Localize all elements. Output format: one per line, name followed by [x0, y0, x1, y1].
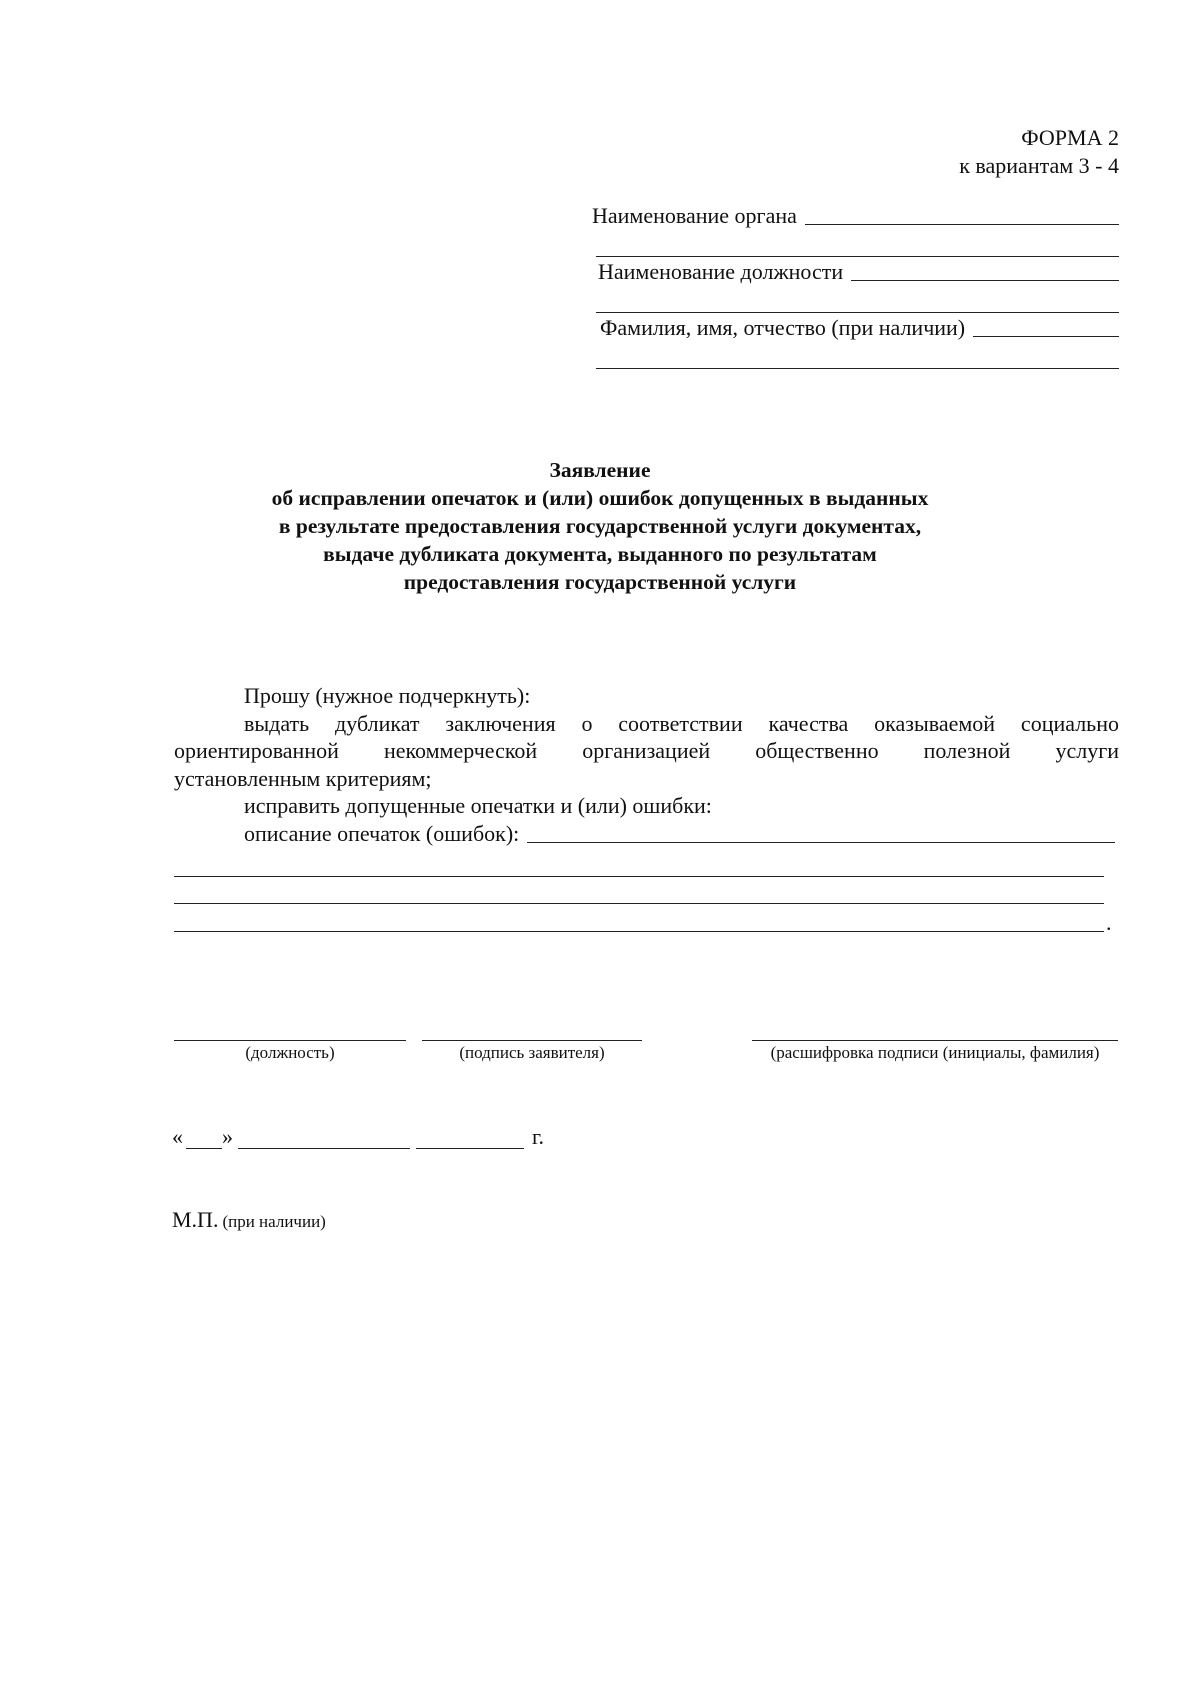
option-correct-errors[interactable]: исправить допущенные опечатки и (или) ошибки:: [244, 793, 712, 818]
title-line-5: предоставления государственной услуги: [403, 570, 797, 594]
signature-caption: (подпись заявителя): [459, 1043, 605, 1062]
errors-line-4[interactable]: [174, 931, 1104, 932]
fio-input-line[interactable]: [973, 336, 1119, 337]
fio-label: Фамилия, имя, отчество (при наличии): [600, 315, 966, 340]
title-line-3: в результате предоставления государственной услуги документах,: [278, 514, 922, 538]
fio-continuation-line[interactable]: [596, 368, 1119, 369]
date-open-quote: «: [172, 1124, 183, 1149]
date-close-quote: »: [222, 1124, 233, 1149]
date-day-line[interactable]: [186, 1148, 222, 1149]
signature-decoding-line[interactable]: [752, 1040, 1118, 1041]
position-caption: (должность): [245, 1043, 335, 1062]
errors-description-label: описание опечаток (ошибок):: [244, 820, 520, 846]
errors-line-3[interactable]: [174, 903, 1104, 904]
option-duplicate-line-2: ориентированной некоммерческой организацией общественно полезной услуги: [174, 738, 1119, 763]
decoding-caption: (расшифровка подписи (инициалы, фамилия): [770, 1043, 1100, 1062]
option-duplicate-line-1[interactable]: выдать дубликат заключения о соответствии качества оказываемой социально: [244, 710, 1119, 736]
organ-name-field[interactable]: [592, 203, 1119, 229]
title-line-4: выдаче дубликата документа, выданного по результатам: [323, 542, 877, 566]
position-input-line[interactable]: [851, 280, 1119, 281]
form-title: ФОРМА 2: [1021, 125, 1119, 150]
title-line-1: Заявление: [549, 458, 651, 482]
organ-name-label: Наименование органа: [592, 203, 797, 228]
option-duplicate-line-3: установленным критериям;: [174, 765, 432, 791]
date-month-line[interactable]: [238, 1148, 410, 1149]
position-continuation-line[interactable]: [596, 312, 1119, 313]
position-label: Наименование должности: [598, 259, 844, 284]
errors-description-input-line[interactable]: [527, 842, 1115, 843]
errors-line-2[interactable]: [174, 876, 1104, 877]
organ-name-input-line[interactable]: [805, 224, 1119, 225]
stamp-label: М.П.: [172, 1207, 219, 1232]
form-subtitle: к вариантам 3 - 4: [959, 153, 1119, 178]
date-year-suffix: г.: [532, 1124, 545, 1149]
fio-field[interactable]: [600, 315, 1119, 341]
applicant-signature-line[interactable]: [422, 1040, 642, 1041]
position-field[interactable]: [598, 259, 1119, 285]
title-line-2: об исправлении опечаток и (или) ошибок допущенных в выданных: [271, 486, 929, 510]
date-year-line[interactable]: [416, 1148, 524, 1149]
position-signature-line[interactable]: [174, 1040, 406, 1041]
stamp-note: (при наличии): [222, 1212, 326, 1231]
form-label: [959, 124, 1119, 180]
request-body: [174, 682, 1119, 847]
request-intro: Прошу (нужное подчеркнуть):: [244, 683, 531, 708]
organ-name-continuation-line[interactable]: [596, 256, 1119, 257]
errors-end-period: .: [1106, 910, 1112, 935]
errors-description-row[interactable]: [174, 820, 1119, 848]
stamp-block: [172, 1207, 326, 1233]
document-title: [150, 456, 1050, 596]
